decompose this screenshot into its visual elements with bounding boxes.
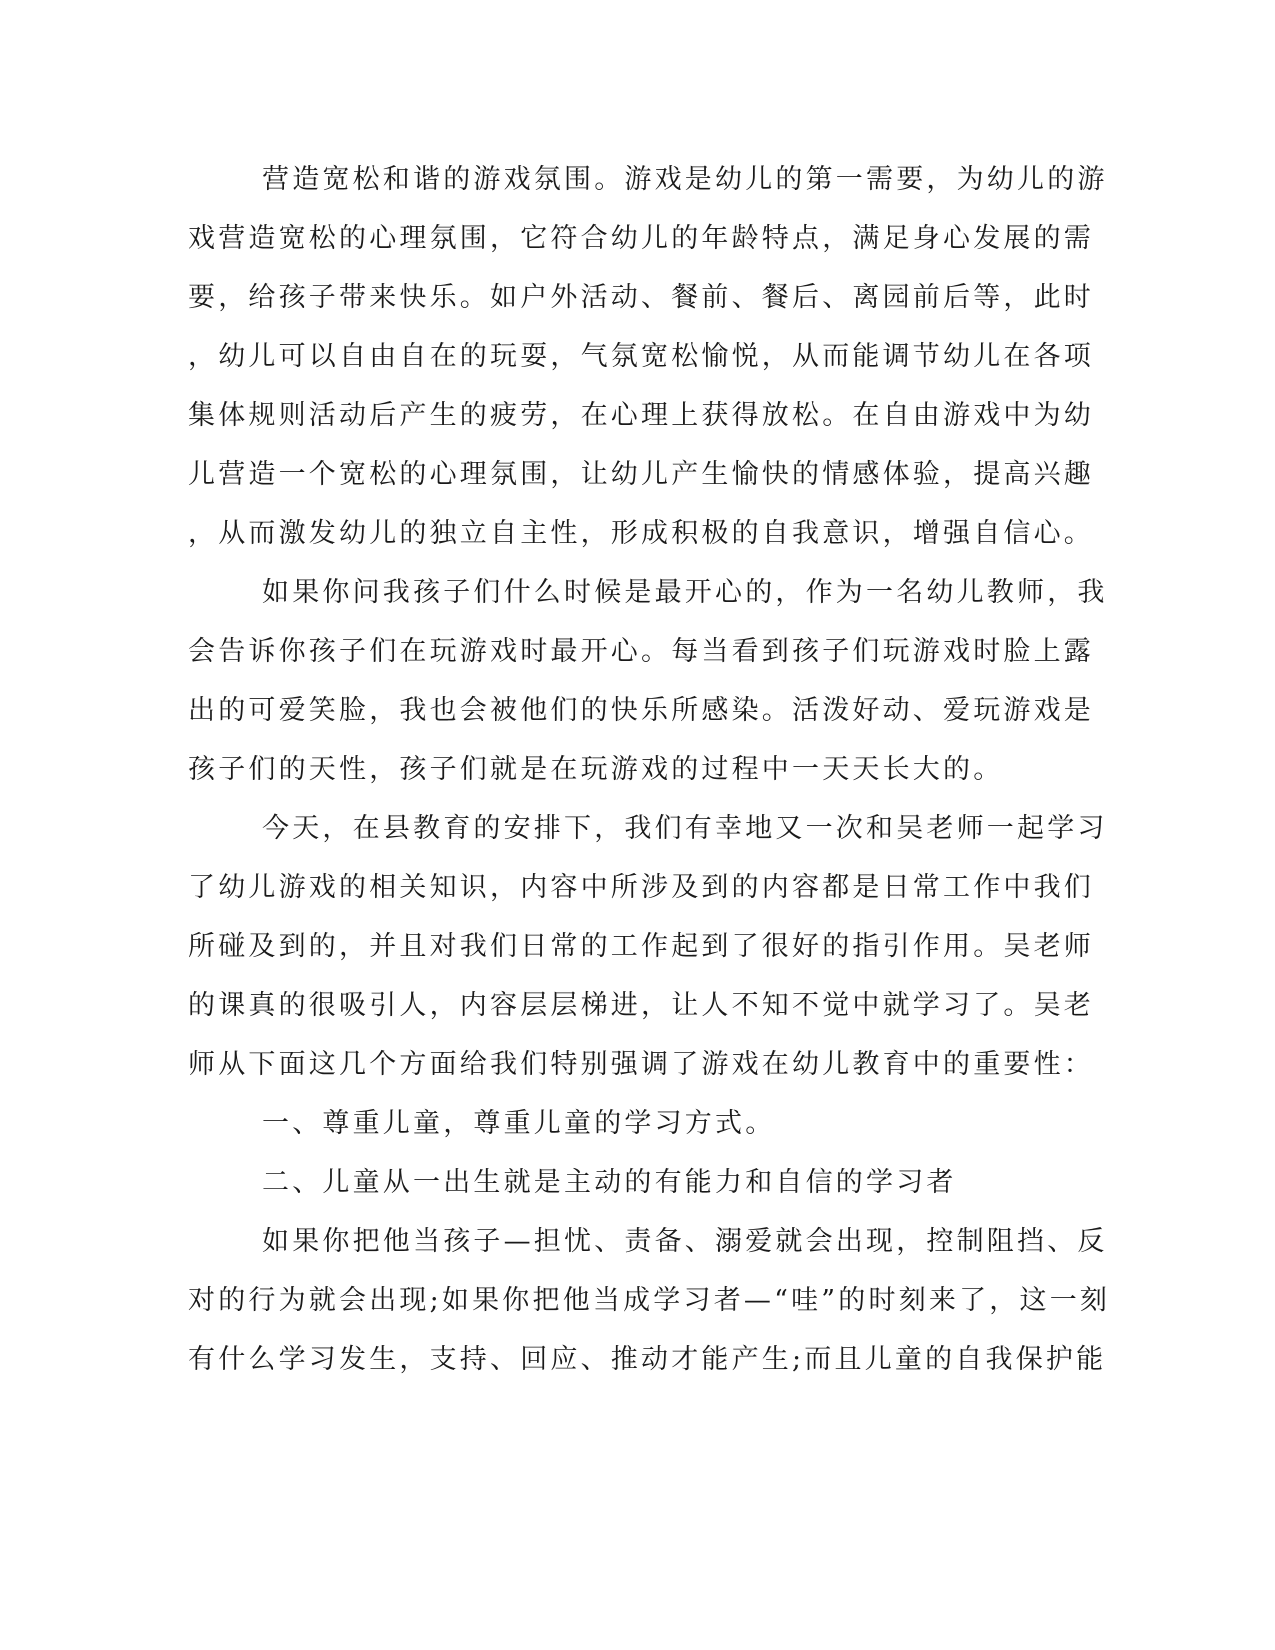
text-line: 对的行为就会出现;如果你把他当成学习者—“哇”的时刻来了，这一刻 [188, 1285, 1111, 1316]
text-line: 的课真的很吸引人，内容层层梯进，让人不知不觉中就学习了。吴老 [188, 990, 1094, 1021]
text-line: 儿营造一个宽松的心理氛围，让幼儿产生愉快的情感体验，提高兴趣 [188, 459, 1094, 490]
text-line: 营造宽松和谐的游戏氛围。游戏是幼儿的第一需要，为幼儿的游 [262, 164, 1108, 195]
text-line: 师从下面这几个方面给我们特别强调了游戏在幼儿教育中的重要性： [188, 1049, 1094, 1080]
text-line: 孩子们的天性，孩子们就是在玩游戏的过程中一天天长大的。 [188, 754, 1004, 785]
text-line: 一、尊重儿童，尊重儿童的学习方式。 [262, 1108, 776, 1139]
text-line: 有什么学习发生，支持、回应、推动才能产生;而且儿童的自我保护能 [188, 1344, 1107, 1375]
text-line: 戏营造宽松的心理氛围，它符合幼儿的年龄特点，满足身心发展的需 [188, 223, 1094, 254]
text-line: 出的可爱笑脸，我也会被他们的快乐所感染。活泼好动、爱玩游戏是 [188, 695, 1094, 726]
text-line: 会告诉你孩子们在玩游戏时最开心。每当看到孩子们玩游戏时脸上露 [188, 636, 1094, 667]
text-line: 集体规则活动后产生的疲劳，在心理上获得放松。在自由游戏中为幼 [188, 400, 1094, 431]
text-line: 如果你把他当孩子—担忧、责备、溺爱就会出现，控制阻挡、反 [262, 1226, 1108, 1257]
text-line: ，幼儿可以自由自在的玩耍，气氛宽松愉悦，从而能调节幼儿在各项 [188, 341, 1094, 372]
text-line: 如果你问我孩子们什么时候是最开心的，作为一名幼儿教师，我 [262, 577, 1108, 608]
text-line: ，从而激发幼儿的独立自主性，形成积极的自我意识，增强自信心。 [188, 518, 1094, 549]
text-line: 今天，在县教育的安排下，我们有幸地又一次和吴老师一起学习 [262, 813, 1108, 844]
text-line: 所碰及到的，并且对我们日常的工作起到了很好的指引作用。吴老师 [188, 931, 1094, 962]
text-line: 了幼儿游戏的相关知识，内容中所涉及到的内容都是日常工作中我们 [188, 872, 1094, 903]
text-line: 要，给孩子带来快乐。如户外活动、餐前、餐后、离园前后等，此时 [188, 282, 1094, 313]
text-line: 二、儿童从一出生就是主动的有能力和自信的学习者 [262, 1167, 957, 1198]
